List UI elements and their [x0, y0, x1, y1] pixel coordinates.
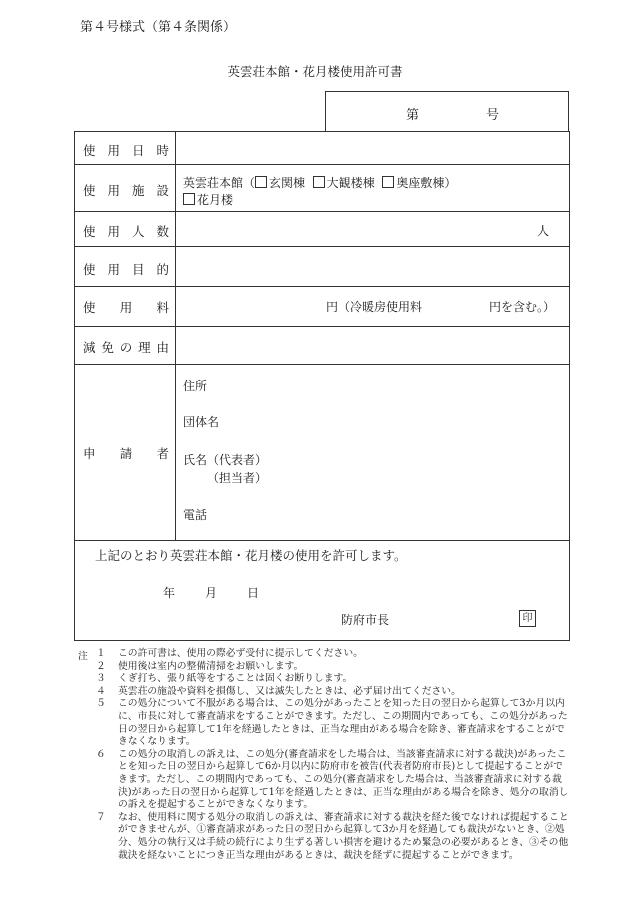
label-char: 用	[107, 183, 120, 198]
note-item	[96, 661, 572, 674]
label-char: 施	[131, 183, 145, 198]
label-char: 使	[83, 300, 96, 315]
number-prefix: 第	[406, 108, 420, 123]
label-char: 理	[138, 340, 151, 355]
applicant-name-label: 氏名（代表者）	[183, 453, 268, 467]
note-item	[96, 673, 572, 686]
form-number-label: 第４号様式（第４条関係）	[80, 20, 237, 35]
row-divider	[75, 326, 569, 327]
note-item	[96, 648, 572, 661]
note-text: この処分について不服がある場合は、この処分があったことを知った日の翌日から起算して3か月以内に、市長に対して審査請求をすることができます。ただし、この期間内であっても、この処分があった日の翌日から起算して1年を経過したときは、正当な理由がある場合を除き、審査請求をすることができなくなります。	[118, 698, 568, 748]
number-suffix: 号	[486, 108, 500, 123]
note-number: ３	[96, 673, 106, 685]
applicant-label	[83, 444, 169, 462]
facility-options-line2	[183, 191, 233, 208]
seal-icon: 印	[519, 610, 536, 627]
label-char: 用	[119, 300, 133, 315]
label-column-divider	[175, 132, 176, 540]
label-char: 請	[119, 446, 133, 461]
note-number: ５	[96, 698, 106, 710]
label-char: 時	[156, 143, 169, 158]
note-item	[96, 749, 572, 812]
notes-list	[96, 648, 572, 862]
applicant-contact-label: （担当者）	[207, 471, 268, 485]
label-char: 用	[107, 224, 120, 239]
label-char: 料	[156, 300, 169, 315]
note-number: ４	[96, 685, 106, 697]
page-title: 英雲荘本館・花月楼使用許可書	[227, 64, 403, 79]
facility-option-taikanro: 大観楼棟	[326, 176, 375, 190]
note-text: この処分の取消しの訴えは、この処分(審査請求をした場合は、当該審査請求に対する裁決)があったことを知った日の翌日から起算して6か月以内に防府市を被告(代表者防府市長)として提起することができます。ただし、この期間内であっても、この処分(審査請求をした場合は、当該審査請求に対する裁決)があった日の翌日から起算して1年を経過したときは、正当な理由がある場合を除き、処分の取消しの訴えを提起することができなくなります。	[118, 748, 569, 811]
label-char: 用	[107, 143, 120, 158]
permit-statement: 上記のとおり英雲荘本館・花月楼の使用を許可します。	[95, 548, 407, 563]
checkbox-kagetsuro[interactable]	[183, 193, 195, 205]
facility-prefix: 英雲荘本館（	[183, 176, 256, 190]
checkbox-genkan[interactable]	[255, 176, 267, 188]
applicant-address-label: 住所	[183, 379, 208, 393]
label-char: 使	[83, 262, 96, 277]
note-number: ６	[96, 748, 106, 760]
label-char: 設	[156, 183, 169, 198]
checkbox-okuzashiki[interactable]	[382, 176, 394, 188]
exemption-reason-label	[83, 338, 169, 356]
label-char: 目	[131, 262, 145, 277]
label-char: 的	[156, 262, 169, 277]
note-number: ２	[96, 660, 106, 672]
row-divider	[75, 211, 569, 212]
people-unit: 人	[537, 224, 550, 238]
label-char: 人	[131, 224, 145, 239]
facility-label	[83, 181, 169, 199]
label-text	[83, 260, 169, 278]
fee-text-included: 円を含む。）	[489, 300, 556, 314]
mayor-title: 防府市長	[341, 613, 390, 627]
note-item	[96, 698, 572, 748]
seal-mark	[519, 610, 536, 627]
note-item	[96, 686, 572, 699]
note-text: 英雲荘の施設や資料を損傷し、又は滅失したときは、必ず届け出てください。	[118, 685, 461, 697]
usage-date-label	[83, 141, 169, 159]
people-count-label	[83, 222, 169, 240]
fee-label	[83, 298, 169, 316]
label-text	[83, 444, 169, 462]
note-text: くぎ打ち、張り紙等をすることは固くお断りします。	[118, 673, 353, 685]
purpose-label	[83, 260, 169, 278]
facility-option-genkan: 玄関棟	[269, 176, 306, 190]
note-number: ７	[96, 811, 106, 823]
row-divider	[75, 364, 569, 365]
label-char: 使	[83, 224, 96, 239]
label-text	[83, 338, 169, 356]
facility-option-okuzashiki: 奥座敷棟	[396, 176, 445, 190]
label-text	[83, 181, 169, 199]
applicant-phone-label: 電話	[183, 508, 208, 522]
label-char: 日	[131, 143, 145, 158]
facility-suffix: ）	[444, 176, 457, 190]
row-divider	[75, 246, 569, 247]
label-char: 申	[83, 446, 96, 461]
notes-prefix: 注	[78, 651, 88, 662]
label-text	[83, 141, 169, 159]
checkbox-taikanro[interactable]	[313, 176, 325, 188]
row-divider	[75, 540, 569, 541]
date-month: 月	[205, 586, 218, 600]
label-char: 使	[83, 143, 96, 158]
permit-number-box	[325, 91, 569, 131]
note-text: 使用後は室内の整備清掃をお願いします。	[118, 660, 304, 672]
row-divider	[75, 286, 569, 287]
row-divider	[75, 164, 569, 165]
note-number: １	[96, 648, 106, 659]
note-text: なお、使用料に関する処分の取消しの訴えは、審査請求に対する裁決を経た後でなければ提起することができませんが、①審査請求があった日の翌日から起算して3か月を経過しても裁決がないとき、②処分、処分の執行又は手続の続行により生ずる著しい損害を避けるため緊急の必要があるとき、③その他裁決を経ないことにつき正当な理由があるときは、裁決を経ずに提起することができます。	[118, 811, 569, 861]
permit-form-table	[74, 131, 570, 641]
facility-option-kagetsuro: 花月楼	[197, 193, 234, 207]
applicant-group-label: 団体名	[183, 415, 220, 429]
label-char: 用	[107, 262, 120, 277]
fee-text-yen: 円（冷暖房使用料	[326, 300, 423, 314]
label-char: 数	[156, 224, 169, 239]
note-text: この許可書は、使用の際必ず受付に提示してください。	[118, 648, 363, 659]
label-char: 者	[156, 446, 169, 461]
label-text	[83, 222, 169, 240]
facility-options-line1	[183, 174, 456, 191]
date-day: 日	[247, 586, 260, 600]
label-char: 使	[83, 183, 96, 198]
label-char: 免	[101, 340, 114, 355]
note-item	[96, 812, 572, 862]
label-char: 由	[156, 340, 169, 355]
label-char: 減	[83, 340, 96, 355]
label-text	[83, 298, 169, 316]
date-year: 年	[163, 586, 176, 600]
label-char: の	[119, 340, 133, 355]
